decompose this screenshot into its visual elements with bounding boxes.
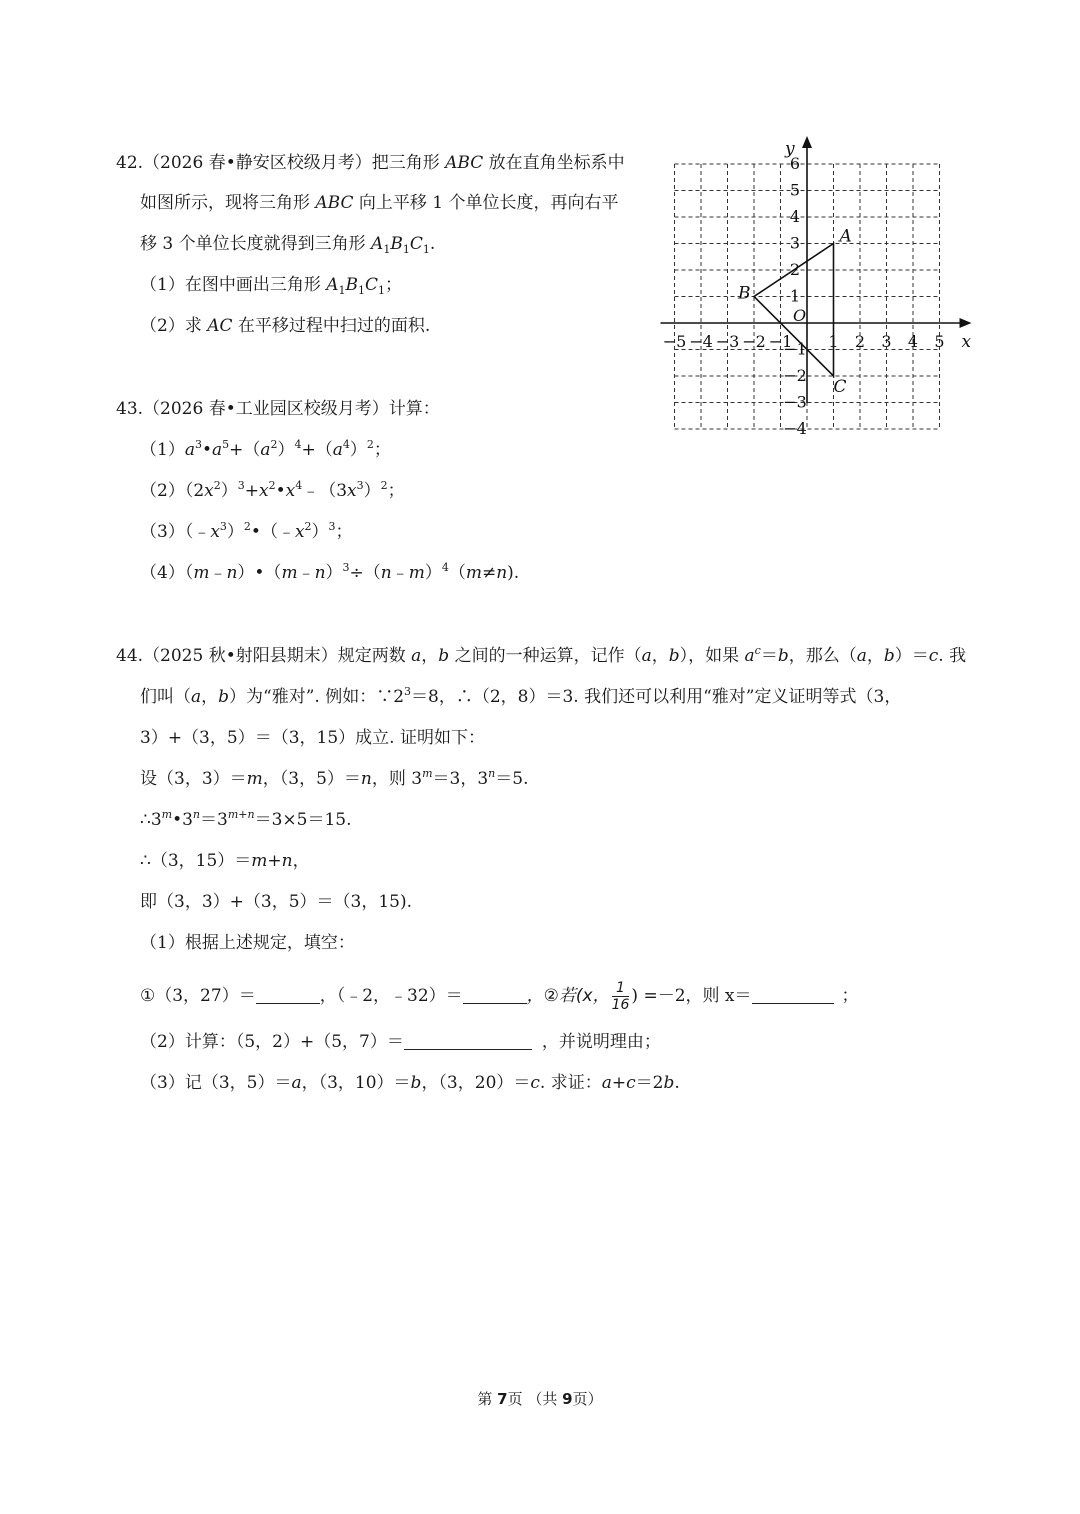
q44-line6: ∴（3，15）＝m+n，: [140, 851, 310, 871]
q43-part2: $(2)(2x^2)^3+x^2•x^4﹣(3x^3)^2$；: [140, 479, 405, 501]
x-tick-label: −3: [715, 332, 740, 351]
q43-part4: （4）（m﹣n）•（m﹣n）$^3$÷（n﹣m）$^4$（m≠n).: [140, 561, 520, 583]
x-tick-label: −5: [662, 332, 687, 351]
y-tick-label: 5: [789, 180, 801, 200]
q42-part1: （1）在图中画出三角形 $A_1B_1C_1$；: [140, 275, 403, 297]
y-tick-label: −2: [783, 366, 807, 385]
y-tick-label: −4: [783, 419, 807, 438]
q42-line2: 如图所示，现将三角形 ABC 向上平移 1 个单位长度，再向右平: [140, 193, 619, 213]
answer-blank-3[interactable]: [752, 987, 834, 1004]
y-tick-label: 4: [789, 207, 801, 226]
point-label-a: A: [839, 226, 852, 247]
x-tick-label: 4: [907, 332, 919, 351]
y-tick-label: 1: [789, 286, 801, 306]
answer-blank-2[interactable]: [463, 987, 527, 1004]
point-label-c: C: [833, 377, 847, 397]
y-tick-label: 2: [789, 260, 801, 279]
x-tick-label: 2: [854, 332, 866, 351]
answer-blank-1[interactable]: [256, 987, 320, 1004]
x-tick-label: −1: [768, 332, 793, 351]
q44-part1-title: （1）根据上述规定，填空：: [140, 933, 355, 953]
y-axis-arrow: [802, 136, 812, 148]
x-tick-label: 3: [881, 332, 892, 351]
q44-part3: （3）记（3，5）＝a，（3，10）＝b，（3，20）＝c. 求证：a+c＝2b.: [140, 1073, 680, 1093]
q44-part1-fill: ①（3，27）＝ ，（﹣2，﹣32）＝ ，②若(x， $\frac{1}{16}$ ) =－2，则 x＝ ；: [140, 980, 859, 1013]
q44-line2: 们叫（a，b）为“雅对”. 例如：$\because 2^3=8$，∴（2，8）＝3. 我们还可以利用“雅对”定义证明等式（3，: [140, 685, 902, 707]
origin-label: O: [793, 306, 807, 325]
x-tick-label: 1: [828, 332, 839, 351]
x-tick-label: 5: [934, 332, 945, 351]
q43-title: 43.（2026 春•工业园区校级月考）计算：: [116, 399, 440, 419]
y-tick-label: −1: [783, 339, 807, 359]
q42-line3: 移 3 个单位长度就得到三角形 $A_1B_1C_1$.: [140, 234, 436, 256]
x-axis-label: x: [961, 332, 972, 352]
q44-line7: 即（3，3）+（3，5）＝（3，15).: [140, 892, 412, 912]
answer-blank-4[interactable]: [404, 1033, 532, 1050]
q44-line4: 设（3，3）＝m，（3，5）＝n，则 $3^m=3$，$3^n=5$.: [140, 767, 529, 789]
q43-part3: $(3)(﹣x^3)^2•(﹣x^2)^3$；: [140, 520, 353, 542]
q44-line5: $\therefore 3^m•3^n=3^{m+n}=3\times 5=15$.: [140, 808, 352, 830]
x-tick-label: −2: [742, 332, 766, 351]
y-axis-label: y: [785, 139, 795, 159]
q42-part2: （2）求 AC 在平移过程中扫过的面积.: [140, 316, 431, 336]
q42-line1: 42.（2026 春•静安区校级月考）把三角形 ABC 放在直角坐标系中: [116, 153, 625, 173]
q44-line3: 3）+（3，5）＝（3，15）成立. 证明如下：: [140, 728, 485, 748]
q44-line1: 44.（2025 秋•射阳县期末）规定两数 a，b 之间的一种运算，记作（a，b），如果 $a^c=b$，那么（a，b）＝c. 我: [116, 644, 967, 666]
x-axis-arrow: [960, 318, 972, 328]
q43-part1: $(1)a^3•a^5+(a^2)^4+(a^4)^2$；: [140, 438, 391, 460]
coordinate-graph: [650, 130, 980, 460]
q44-part2: （2）计算：（5，2）+（5，7）＝ ，并说明理由；: [140, 1032, 661, 1052]
page-footer: 第 7页 （共 9页）: [477, 1390, 603, 1408]
point-label-b: B: [738, 283, 751, 304]
y-tick-label: 3: [789, 233, 801, 253]
y-tick-label: −3: [783, 392, 807, 412]
y-tick-label: 6: [789, 154, 801, 173]
x-tick-label: −4: [689, 332, 713, 351]
fraction-1-16: $\frac{1}{16}$: [611, 980, 630, 1013]
